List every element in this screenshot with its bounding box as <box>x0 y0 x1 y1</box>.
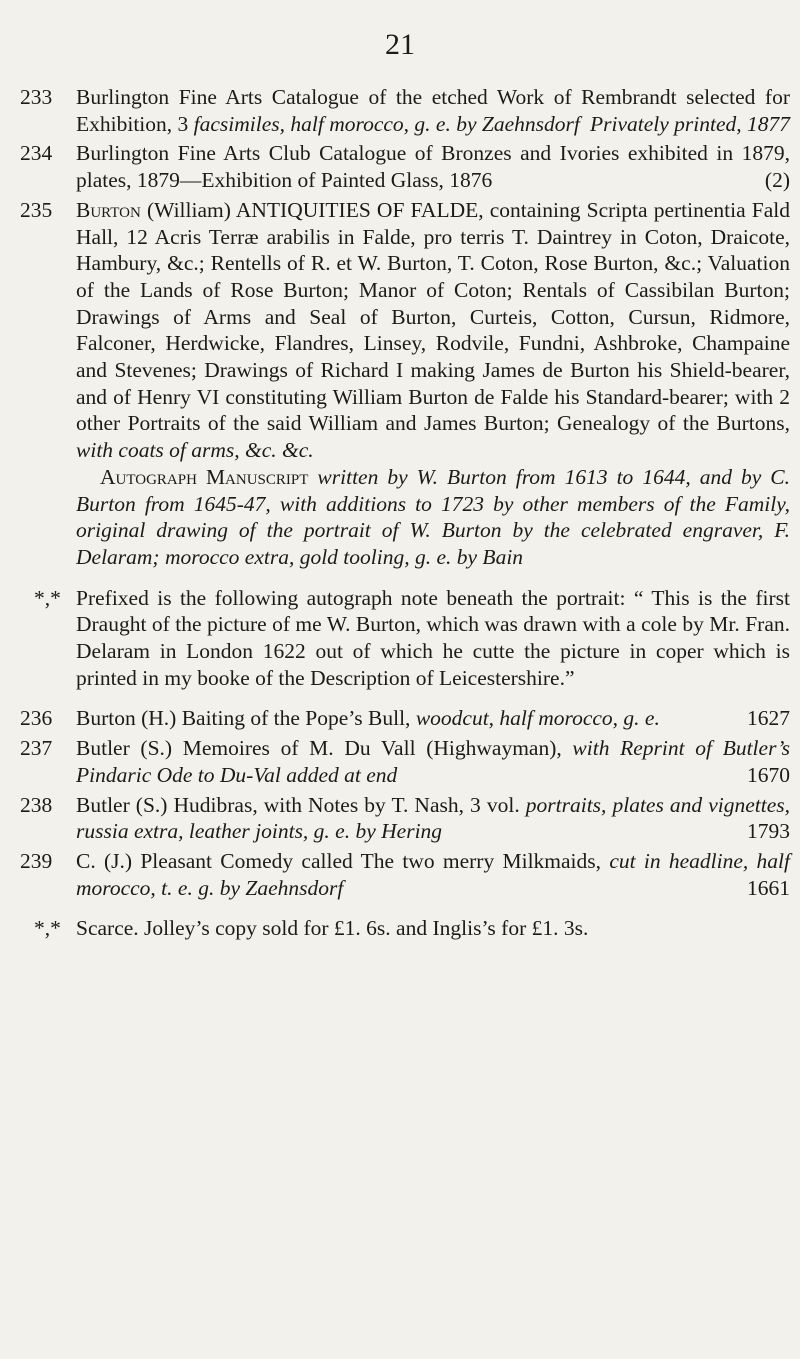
entry-date: 1627 <box>747 706 790 731</box>
lot-number: 239 <box>20 848 53 873</box>
lot-number: 233 <box>20 85 53 109</box>
entry-text: Burlington Fine Arts Club Catalogue of Bronzes and Ivories exhibited in 1879, plates, 1879—Exhibition of Painted Glass, 1876 <box>76 141 790 193</box>
entry-235-manuscript <box>20 464 790 571</box>
note-mark: *,* <box>34 916 61 941</box>
entry-binding: woodcut, half morocco, g. e. <box>415 706 660 731</box>
entry-date: 1661 <box>747 875 790 900</box>
note-text: Prefixed is the following autograph note beneath the portrait: “ This is the first Draught of the picture of me W. Burton, which was drawn with a cole by Mr. Fran. Delaram in London 1622 out of which he cutte the picture in coper which is printed in my booke of the Description of Leicestershire.” <box>76 585 790 690</box>
entry-text: C. (J.) Pleasant Comedy called The two merry Milkmaids, <box>76 848 610 873</box>
lot-number: 236 <box>20 706 53 731</box>
entry-list <box>20 84 790 942</box>
entry-date: 1670 <box>747 762 790 787</box>
entry-author: Burton <box>76 197 141 222</box>
entry-tail: Privately printed, 1877 <box>589 111 790 136</box>
entry-tail: (2) <box>764 168 790 193</box>
entry-236 <box>20 705 790 732</box>
entry-binding: facsimiles, half morocco, g. e. by Zaehnsdorf <box>193 111 580 136</box>
page-number: 21 <box>385 28 415 61</box>
manuscript-heading: Autograph Manuscript <box>100 464 309 489</box>
lot-number: 235 <box>20 197 53 222</box>
entry-binding: cut in headline, half morocco, t. e. g. by Zaehnsdorf <box>76 848 790 900</box>
entry-date: 1793 <box>747 819 790 844</box>
lot-number: 234 <box>20 141 53 166</box>
entry-text: Butler (S.) Hudibras, with Notes by T. Nash, 3 vol. <box>76 792 526 817</box>
entry-text: Butler (S.) Memoires of M. Du Vall (Highwayman), <box>76 736 573 761</box>
entry-binding: with coats of arms, &c. &c. <box>76 438 314 463</box>
manuscript-description: written by W. Burton from 1613 to 1644, and by C. Burton from 1645-47, with additions to 1723 by other members of the Family, original drawing of the portrait of W. Burton by the celebrated engraver, F. Delaram; morocco extra, gold tooling, g. e. by Bain <box>76 464 790 569</box>
note-mark: *,* <box>34 585 61 610</box>
entry-text: Burlington Fine Arts Catalogue of the etched Work of Rembrandt selected for Exhibition, 3 <box>76 85 790 136</box>
entry-235 <box>20 197 790 464</box>
entry-238 <box>20 792 790 845</box>
entry-239 <box>20 848 790 901</box>
entry-233 <box>20 84 790 137</box>
entry-237 <box>20 735 790 788</box>
entry-234 <box>20 140 790 193</box>
note-scarce <box>20 915 790 942</box>
note-text: Scarce. Jolley’s copy sold for £1. 6s. and Inglis’s for £1. 3s. <box>76 916 589 941</box>
entry-binding: portraits, plates and vignettes, russia extra, leather joints, g. e. by Hering <box>76 792 790 844</box>
note-autograph <box>20 585 790 692</box>
lot-number: 238 <box>20 792 53 817</box>
entry-text: Burton (H.) Baiting of the Pope’s Bull, <box>76 706 416 731</box>
entry-binding: with Reprint of Butler’s Pindaric Ode to Du-Val added at end <box>76 736 790 787</box>
entry-text: (William) ANTIQUITIES OF FALDE, containing Scripta pertinentia Fald Hall, 12 Acris Terræ arabilis in Falde, pro terris T. Daintrey in Coton, Draicote, Hambury, &c.; Rentells of R. et W. Burton, T. Coton, Rose Burton, &c.; Valuation of the Lands of Rose Burton; Manor of Coton; Rentals of Cassibilan Burton; Drawings of Arms and Seal of Burton, Curteis, Cotton, Cursun, Ridmore, Falconer, Herdwicke, Flandres, Linsey, Rodvile, Fundni, Ashbroke, Champaine and Stevenes; Drawings of Richard I making James de Burton his Shield-bearer, and of Henry VI constituting William Burton de Falde his Standard-bearer; with 2 other Portraits of the said William and James Burton; Genealogy of the Burtons, <box>76 197 790 436</box>
lot-number: 237 <box>20 736 53 761</box>
